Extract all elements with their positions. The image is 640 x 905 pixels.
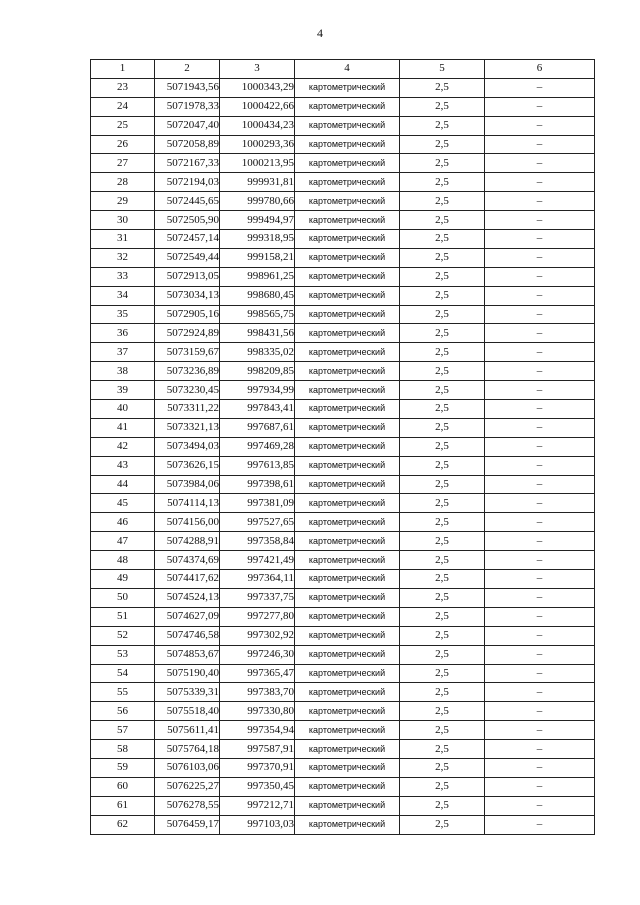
accuracy-cell: 2,5 [400,664,485,683]
remark-cell: – [485,494,595,513]
table-row [91,532,595,551]
point-number-cell: 55 [91,683,155,702]
method-cell: картометрический [295,570,400,589]
column-header: 4 [295,60,400,79]
y-coordinate-cell: 998431,56 [220,324,295,343]
remark-cell: – [485,645,595,664]
table-row [91,116,595,135]
point-number-cell: 43 [91,456,155,475]
table-row [91,324,595,343]
x-coordinate-cell: 5073626,15 [155,456,220,475]
method-cell: картометрический [295,324,400,343]
method-cell: картометрический [295,607,400,626]
x-coordinate-cell: 5074853,67 [155,645,220,664]
accuracy-cell: 2,5 [400,192,485,211]
remark-cell: – [485,267,595,286]
y-coordinate-cell: 997103,03 [220,815,295,834]
table-row [91,796,595,815]
accuracy-cell: 2,5 [400,324,485,343]
accuracy-cell: 2,5 [400,267,485,286]
method-cell: картометрический [295,400,400,419]
x-coordinate-cell: 5071978,33 [155,97,220,116]
x-coordinate-cell: 5075339,31 [155,683,220,702]
point-number-cell: 24 [91,97,155,116]
table-row [91,758,595,777]
point-number-cell: 56 [91,702,155,721]
point-number-cell: 36 [91,324,155,343]
x-coordinate-cell: 5072549,44 [155,248,220,267]
point-number-cell: 35 [91,305,155,324]
column-header: 1 [91,60,155,79]
table-row [91,607,595,626]
table-row [91,456,595,475]
y-coordinate-cell: 999318,95 [220,230,295,249]
x-coordinate-cell: 5074627,09 [155,607,220,626]
accuracy-cell: 2,5 [400,626,485,645]
point-number-cell: 57 [91,721,155,740]
method-cell: картометрический [295,230,400,249]
point-number-cell: 39 [91,381,155,400]
x-coordinate-cell: 5072058,89 [155,135,220,154]
remark-cell: – [485,211,595,230]
table-row [91,211,595,230]
remark-cell: – [485,97,595,116]
table-row [91,286,595,305]
method-cell: картометрический [295,513,400,532]
y-coordinate-cell: 998565,75 [220,305,295,324]
y-coordinate-cell: 997843,41 [220,400,295,419]
remark-cell: – [485,362,595,381]
point-number-cell: 50 [91,588,155,607]
accuracy-cell: 2,5 [400,154,485,173]
accuracy-cell: 2,5 [400,135,485,154]
accuracy-cell: 2,5 [400,286,485,305]
table-row [91,192,595,211]
x-coordinate-cell: 5076225,27 [155,777,220,796]
method-cell: картометрический [295,702,400,721]
point-number-cell: 54 [91,664,155,683]
table-row [91,588,595,607]
point-number-cell: 32 [91,248,155,267]
accuracy-cell: 2,5 [400,475,485,494]
accuracy-cell: 2,5 [400,400,485,419]
y-coordinate-cell: 997370,91 [220,758,295,777]
remark-cell: – [485,475,595,494]
remark-cell: – [485,305,595,324]
x-coordinate-cell: 5073321,13 [155,418,220,437]
accuracy-cell: 2,5 [400,758,485,777]
table-row [91,381,595,400]
x-coordinate-cell: 5074524,13 [155,588,220,607]
y-coordinate-cell: 997383,70 [220,683,295,702]
remark-cell: – [485,286,595,305]
table-row [91,815,595,834]
table-row [91,343,595,362]
table-row [91,683,595,702]
table-row [91,570,595,589]
method-cell: картометрический [295,456,400,475]
point-number-cell: 34 [91,286,155,305]
x-coordinate-cell: 5072924,89 [155,324,220,343]
method-cell: картометрический [295,588,400,607]
x-coordinate-cell: 5071943,56 [155,78,220,97]
remark-cell: – [485,418,595,437]
y-coordinate-cell: 997277,80 [220,607,295,626]
x-coordinate-cell: 5072047,40 [155,116,220,135]
x-coordinate-cell: 5074288,91 [155,532,220,551]
table-row [91,702,595,721]
table-row [91,135,595,154]
y-coordinate-cell: 999780,66 [220,192,295,211]
method-cell: картометрический [295,173,400,192]
remark-cell: – [485,815,595,834]
method-cell: картометрический [295,418,400,437]
remark-cell: – [485,248,595,267]
method-cell: картометрический [295,211,400,230]
accuracy-cell: 2,5 [400,570,485,589]
y-coordinate-cell: 999931,81 [220,173,295,192]
x-coordinate-cell: 5073159,67 [155,343,220,362]
accuracy-cell: 2,5 [400,305,485,324]
x-coordinate-cell: 5073984,06 [155,475,220,494]
x-coordinate-cell: 5075611,41 [155,721,220,740]
accuracy-cell: 2,5 [400,381,485,400]
y-coordinate-cell: 997421,49 [220,551,295,570]
y-coordinate-cell: 997302,92 [220,626,295,645]
accuracy-cell: 2,5 [400,248,485,267]
method-cell: картометрический [295,192,400,211]
table-row [91,721,595,740]
accuracy-cell: 2,5 [400,211,485,230]
table-row [91,154,595,173]
header-row [91,60,595,79]
accuracy-cell: 2,5 [400,721,485,740]
method-cell: картометрический [295,721,400,740]
remark-cell: – [485,740,595,759]
x-coordinate-cell: 5074156,00 [155,513,220,532]
method-cell: картометрический [295,97,400,116]
table-row [91,230,595,249]
point-number-cell: 45 [91,494,155,513]
remark-cell: – [485,664,595,683]
point-number-cell: 53 [91,645,155,664]
page-number: 4 [317,26,323,40]
remark-cell: – [485,758,595,777]
method-cell: картометрический [295,267,400,286]
y-coordinate-cell: 997398,61 [220,475,295,494]
accuracy-cell: 2,5 [400,116,485,135]
method-cell: картометрический [295,116,400,135]
x-coordinate-cell: 5074374,69 [155,551,220,570]
accuracy-cell: 2,5 [400,645,485,664]
point-number-cell: 58 [91,740,155,759]
remark-cell: – [485,456,595,475]
y-coordinate-cell: 999158,21 [220,248,295,267]
x-coordinate-cell: 5075764,18 [155,740,220,759]
y-coordinate-cell: 1000343,29 [220,78,295,97]
accuracy-cell: 2,5 [400,683,485,702]
method-cell: картометрический [295,777,400,796]
table-row [91,740,595,759]
point-number-cell: 27 [91,154,155,173]
point-number-cell: 51 [91,607,155,626]
table-row [91,78,595,97]
table-row [91,626,595,645]
method-cell: картометрический [295,740,400,759]
remark-cell: – [485,551,595,570]
point-number-cell: 40 [91,400,155,419]
accuracy-cell: 2,5 [400,740,485,759]
table-row [91,645,595,664]
method-cell: картометрический [295,437,400,456]
accuracy-cell: 2,5 [400,418,485,437]
method-cell: картометрический [295,645,400,664]
table-row [91,494,595,513]
y-coordinate-cell: 997246,30 [220,645,295,664]
remark-cell: – [485,607,595,626]
x-coordinate-cell: 5076459,17 [155,815,220,834]
remark-cell: – [485,78,595,97]
point-number-cell: 31 [91,230,155,249]
method-cell: картометрический [295,494,400,513]
x-coordinate-cell: 5075190,40 [155,664,220,683]
point-number-cell: 33 [91,267,155,286]
x-coordinate-cell: 5072913,05 [155,267,220,286]
method-cell: картометрический [295,248,400,267]
y-coordinate-cell: 997350,45 [220,777,295,796]
y-coordinate-cell: 997354,94 [220,721,295,740]
remark-cell: – [485,173,595,192]
column-header: 2 [155,60,220,79]
y-coordinate-cell: 1000422,66 [220,97,295,116]
x-coordinate-cell: 5073236,89 [155,362,220,381]
method-cell: картометрический [295,758,400,777]
y-coordinate-cell: 1000434,23 [220,116,295,135]
point-number-cell: 61 [91,796,155,815]
point-number-cell: 25 [91,116,155,135]
accuracy-cell: 2,5 [400,362,485,381]
x-coordinate-cell: 5074417,62 [155,570,220,589]
method-cell: картометрический [295,343,400,362]
remark-cell: – [485,777,595,796]
y-coordinate-cell: 997934,99 [220,381,295,400]
method-cell: картометрический [295,796,400,815]
point-number-cell: 59 [91,758,155,777]
remark-cell: – [485,230,595,249]
x-coordinate-cell: 5072505,90 [155,211,220,230]
method-cell: картометрический [295,381,400,400]
y-coordinate-cell: 997337,75 [220,588,295,607]
accuracy-cell: 2,5 [400,230,485,249]
accuracy-cell: 2,5 [400,513,485,532]
y-coordinate-cell: 998680,45 [220,286,295,305]
method-cell: картометрический [295,475,400,494]
accuracy-cell: 2,5 [400,494,485,513]
table-row [91,437,595,456]
y-coordinate-cell: 997358,84 [220,532,295,551]
point-number-cell: 44 [91,475,155,494]
remark-cell: – [485,116,595,135]
point-number-cell: 37 [91,343,155,362]
y-coordinate-cell: 999494,97 [220,211,295,230]
x-coordinate-cell: 5074114,13 [155,494,220,513]
point-number-cell: 23 [91,78,155,97]
y-coordinate-cell: 1000213,95 [220,154,295,173]
method-cell: картометрический [295,305,400,324]
table-row [91,551,595,570]
remark-cell: – [485,437,595,456]
accuracy-cell: 2,5 [400,456,485,475]
accuracy-cell: 2,5 [400,777,485,796]
table-row [91,418,595,437]
accuracy-cell: 2,5 [400,551,485,570]
table-body [91,78,595,834]
y-coordinate-cell: 997687,61 [220,418,295,437]
column-header: 5 [400,60,485,79]
remark-cell: – [485,702,595,721]
point-number-cell: 62 [91,815,155,834]
table-row [91,362,595,381]
method-cell: картометрический [295,78,400,97]
x-coordinate-cell: 5072445,65 [155,192,220,211]
x-coordinate-cell: 5073230,45 [155,381,220,400]
remark-cell: – [485,513,595,532]
method-cell: картометрический [295,626,400,645]
y-coordinate-cell: 1000293,36 [220,135,295,154]
remark-cell: – [485,570,595,589]
remark-cell: – [485,588,595,607]
remark-cell: – [485,154,595,173]
method-cell: картометрический [295,683,400,702]
x-coordinate-cell: 5073034,13 [155,286,220,305]
y-coordinate-cell: 997212,71 [220,796,295,815]
accuracy-cell: 2,5 [400,588,485,607]
column-header: 6 [485,60,595,79]
x-coordinate-cell: 5074746,58 [155,626,220,645]
method-cell: картометрический [295,815,400,834]
y-coordinate-cell: 998335,02 [220,343,295,362]
coordinates-table [90,59,595,835]
table-row [91,248,595,267]
y-coordinate-cell: 997587,91 [220,740,295,759]
method-cell: картометрический [295,135,400,154]
table-row [91,400,595,419]
table-row [91,97,595,116]
point-number-cell: 47 [91,532,155,551]
y-coordinate-cell: 997330,80 [220,702,295,721]
x-coordinate-cell: 5075518,40 [155,702,220,721]
remark-cell: – [485,135,595,154]
y-coordinate-cell: 997365,47 [220,664,295,683]
point-number-cell: 52 [91,626,155,645]
x-coordinate-cell: 5073311,22 [155,400,220,419]
point-number-cell: 41 [91,418,155,437]
table-row [91,267,595,286]
table-row [91,664,595,683]
point-number-cell: 29 [91,192,155,211]
table-row [91,777,595,796]
remark-cell: – [485,721,595,740]
y-coordinate-cell: 997364,11 [220,570,295,589]
x-coordinate-cell: 5072167,33 [155,154,220,173]
accuracy-cell: 2,5 [400,796,485,815]
method-cell: картометрический [295,286,400,305]
accuracy-cell: 2,5 [400,607,485,626]
y-coordinate-cell: 997469,28 [220,437,295,456]
accuracy-cell: 2,5 [400,97,485,116]
table-row [91,305,595,324]
table-row [91,475,595,494]
accuracy-cell: 2,5 [400,532,485,551]
remark-cell: – [485,796,595,815]
x-coordinate-cell: 5076278,55 [155,796,220,815]
column-header: 3 [220,60,295,79]
table-row [91,513,595,532]
remark-cell: – [485,192,595,211]
point-number-cell: 42 [91,437,155,456]
point-number-cell: 49 [91,570,155,589]
y-coordinate-cell: 998209,85 [220,362,295,381]
point-number-cell: 26 [91,135,155,154]
point-number-cell: 28 [91,173,155,192]
x-coordinate-cell: 5073494,03 [155,437,220,456]
accuracy-cell: 2,5 [400,173,485,192]
point-number-cell: 48 [91,551,155,570]
remark-cell: – [485,343,595,362]
point-number-cell: 60 [91,777,155,796]
table-row [91,173,595,192]
method-cell: картометрический [295,532,400,551]
y-coordinate-cell: 997527,65 [220,513,295,532]
accuracy-cell: 2,5 [400,437,485,456]
method-cell: картометрический [295,154,400,173]
point-number-cell: 38 [91,362,155,381]
point-number-cell: 46 [91,513,155,532]
remark-cell: – [485,381,595,400]
method-cell: картометрический [295,664,400,683]
accuracy-cell: 2,5 [400,78,485,97]
accuracy-cell: 2,5 [400,343,485,362]
x-coordinate-cell: 5072905,16 [155,305,220,324]
x-coordinate-cell: 5072194,03 [155,173,220,192]
y-coordinate-cell: 997613,85 [220,456,295,475]
point-number-cell: 30 [91,211,155,230]
y-coordinate-cell: 997381,09 [220,494,295,513]
y-coordinate-cell: 998961,25 [220,267,295,286]
remark-cell: – [485,400,595,419]
accuracy-cell: 2,5 [400,702,485,721]
x-coordinate-cell: 5076103,06 [155,758,220,777]
accuracy-cell: 2,5 [400,815,485,834]
method-cell: картометрический [295,551,400,570]
x-coordinate-cell: 5072457,14 [155,230,220,249]
method-cell: картометрический [295,362,400,381]
remark-cell: – [485,324,595,343]
remark-cell: – [485,683,595,702]
remark-cell: – [485,626,595,645]
remark-cell: – [485,532,595,551]
